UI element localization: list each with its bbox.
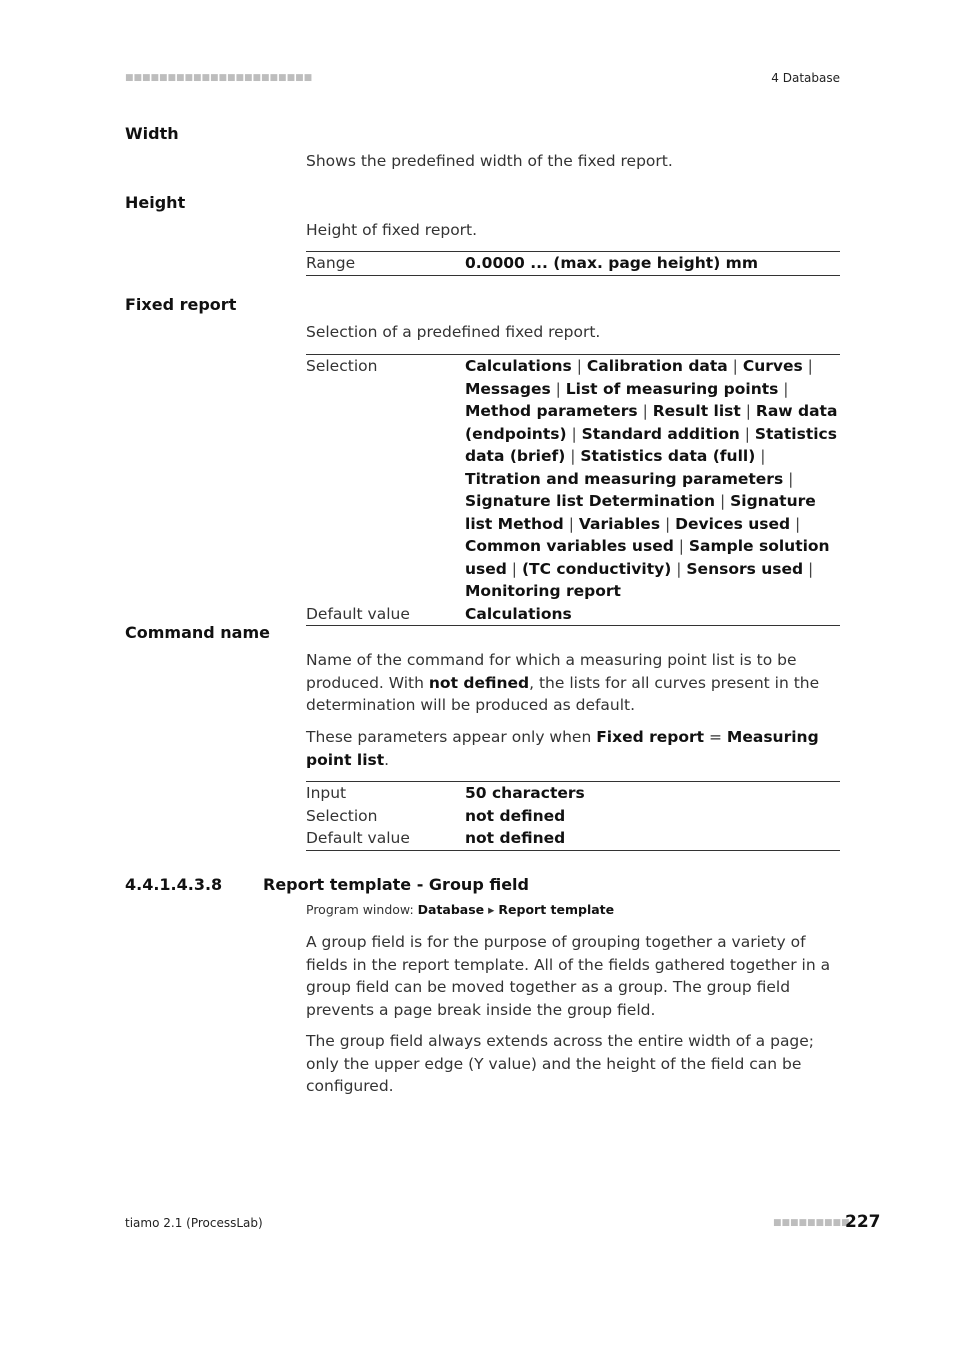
default-value: Calculations (465, 604, 572, 623)
program-window-path (306, 902, 614, 917)
footer-decoration: ■■■■■■■■■ (773, 1218, 850, 1228)
desc-bold: not defined (428, 673, 530, 692)
separator: | (565, 447, 581, 465)
separator: | (550, 379, 566, 398)
program-path-database: Database (417, 902, 485, 917)
selection-option: Common variables used (465, 537, 674, 555)
separator: | (671, 559, 687, 578)
command-name-note (306, 726, 842, 771)
header-decoration: ■■■■■■■■■■■■■■■■■■■■■■ (125, 73, 313, 83)
separator: | (803, 559, 814, 578)
page-number: 227 (845, 1212, 881, 1232)
selection-option: Result list (652, 402, 741, 420)
command-name-param-table (306, 781, 840, 851)
term-command-name: Command name (125, 623, 270, 642)
selection-option: Monitoring report (465, 582, 621, 600)
section-number: 4.4.1.4.3.8 (125, 875, 223, 894)
selection-option: Messages (465, 379, 551, 398)
fixed-report-selection-values (465, 355, 840, 603)
note-text: = (704, 728, 727, 746)
note-text: These parameters appear only when (306, 728, 597, 746)
selection-option: Sensors used (686, 559, 804, 578)
selection-option: Calculations (465, 357, 572, 375)
section-title: Report template - Group field (263, 875, 529, 894)
term-fixed-report: Fixed report (125, 295, 237, 314)
width-description: Shows the predefined width of the fixed report. (306, 152, 673, 170)
selection-option: Signature list Determination (465, 492, 716, 510)
selection-option: Titration and measuring parameters (465, 469, 784, 488)
default-value: not defined (465, 829, 566, 847)
program-path-report-template: Report template (498, 902, 615, 917)
default-label: Default value (306, 604, 410, 623)
separator: | (790, 514, 801, 533)
separator: | (660, 514, 676, 533)
selection-option: (TC conductivity) (521, 559, 672, 578)
selection-option: Standard addition (581, 424, 740, 443)
table-row (306, 252, 840, 276)
separator: | (715, 492, 731, 510)
fixed-report-description: Selection of a predefined fixed report. (306, 323, 601, 341)
separator: | (673, 537, 689, 555)
input-value: 50 characters (465, 784, 585, 802)
selection-option: Calibration data (586, 357, 728, 375)
selection-option: Variables (578, 514, 661, 533)
selection-option: Statistics data (brief) (465, 424, 837, 465)
note-bold: Fixed report (596, 728, 705, 746)
separator: | (727, 357, 743, 375)
table-row (306, 782, 840, 805)
separator: | (783, 469, 794, 488)
selection-option: Raw data (endpoints) (465, 402, 838, 443)
program-label: Program window: (306, 902, 418, 917)
separator: | (755, 447, 766, 465)
selection-label: Selection (306, 806, 378, 825)
selection-option: Curves (742, 357, 803, 375)
selection-option: Method parameters (465, 402, 638, 420)
term-height: Height (125, 193, 186, 212)
separator: | (740, 402, 756, 420)
note-bold: Measuring point list (306, 728, 819, 769)
selection-option: List of measuring points (565, 379, 779, 398)
table-row (306, 805, 840, 828)
input-label: Input (306, 784, 347, 802)
fixed-report-param-table (306, 354, 840, 626)
arrow-icon: ▸ (484, 902, 499, 917)
height-param-table (306, 251, 840, 276)
desc-text: , the lists for all curves present in the determination will be produced as default. (306, 673, 820, 714)
table-row (306, 827, 840, 850)
separator: | (778, 379, 789, 398)
separator: | (739, 424, 755, 443)
default-label: Default value (306, 829, 410, 847)
separator: | (506, 559, 522, 578)
selection-label: Selection (306, 357, 378, 375)
chapter-title: 4 Database (771, 71, 840, 85)
separator: | (802, 357, 813, 375)
term-width: Width (125, 124, 179, 143)
command-name-description (306, 649, 842, 717)
range-label: Range (306, 254, 356, 272)
separator: | (571, 357, 587, 375)
section-paragraph-1: A group field is for the purpose of grouping together a variety of fields in the report template. All of the fields gathered together in a group field can be moved together as a group. The group field prevents a page break inside the group field. (306, 933, 831, 1019)
separator: | (563, 514, 579, 533)
section-paragraph-2: The group field always extends across the entire width of a page; only the upper edge (Y value) and the height of the field can be configured. (306, 1032, 815, 1095)
table-row (306, 603, 840, 626)
selection-option: Devices used (675, 514, 791, 533)
separator: | (566, 424, 582, 443)
selection-value: not defined (465, 806, 566, 825)
footer-product: tiamo 2.1 (ProcessLab) (125, 1216, 263, 1230)
range-value: 0.0000 ... (max. page height) mm (465, 254, 758, 272)
desc-text: Name of the command for which a measuring point list is to be produced. With (306, 651, 797, 692)
table-row (306, 355, 840, 603)
height-description: Height of fixed report. (306, 221, 478, 239)
separator: | (637, 402, 653, 420)
selection-option: Sample solution used (465, 537, 830, 578)
note-text: . (384, 750, 390, 769)
selection-option: Signature list Method (465, 492, 816, 533)
selection-option: Statistics data (full) (580, 447, 756, 465)
